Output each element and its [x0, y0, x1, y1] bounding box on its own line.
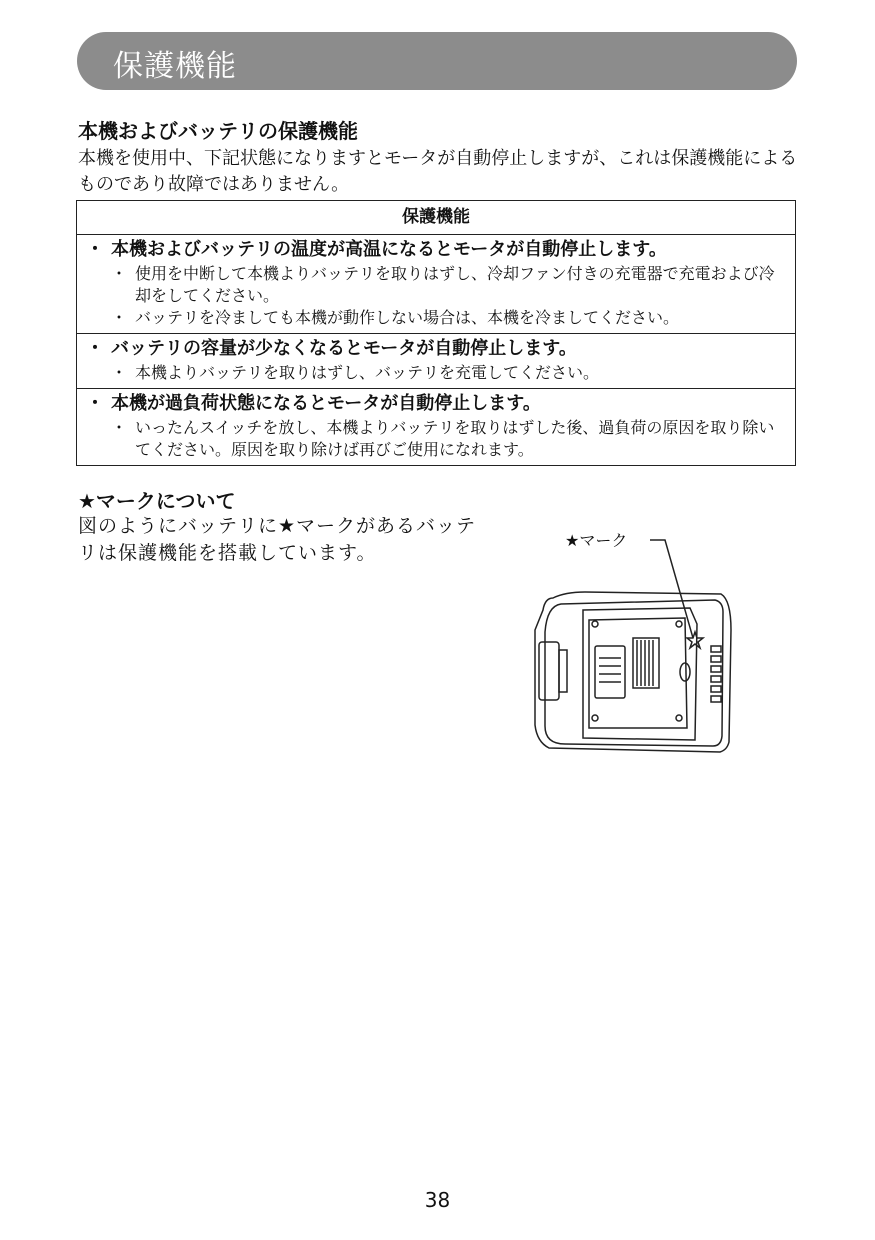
section-heading-protection: 本機およびバッテリの保護機能	[78, 119, 358, 143]
intro-paragraph: 本機を使用中、下記状態になりますとモータが自動停止しますが、これは保護機能によるものであり故障ではありません。	[78, 148, 798, 195]
row-title-text: 本機およびバッテリの温度が高温になるとモータが自動停止します。	[111, 239, 667, 260]
page-number: 38	[424, 1188, 451, 1212]
section-heading-star-mark: ★マークについて	[78, 489, 236, 513]
figure-label: ★マーク	[565, 531, 628, 550]
table-row	[77, 334, 795, 389]
table-row	[77, 235, 795, 334]
sub-bullet: ・	[111, 308, 128, 327]
row-title	[77, 237, 795, 263]
list-item	[77, 417, 795, 461]
list-item-text: バッテリを冷ましても本機が動作しない場合は、本機を冷ましてください。	[135, 308, 680, 327]
sub-bullet: ・	[111, 264, 128, 283]
list-item-text: 使用を中断して本機よりバッテリを取りはずし、冷却ファン付きの充電器で充電および冷却をしてください。	[135, 264, 775, 305]
row-title-text: バッテリの容量が少なくなるとモータが自動停止します。	[111, 338, 577, 359]
page-title: 保護機能	[113, 49, 237, 84]
row-title	[77, 391, 795, 417]
header-bar	[77, 32, 797, 90]
battery-illustration	[525, 520, 755, 760]
sub-list	[77, 362, 795, 384]
protection-table	[76, 200, 796, 466]
star-mark-paragraph: 図のようにバッテリに★マークがあるバッテリは保護機能を搭載しています。	[78, 515, 477, 564]
sub-bullet: ・	[111, 363, 128, 382]
row-title-text: 本機が過負荷状態になるとモータが自動停止します。	[111, 393, 541, 414]
list-item-text: いったんスイッチを放し、本機よりバッテリを取りはずした後、過負荷の原因を取り除いてください。原因を取り除けば再びご使用になれます。	[135, 418, 775, 459]
table-row	[77, 389, 795, 465]
table-header: 保護機能	[77, 201, 795, 235]
list-item	[77, 362, 795, 384]
bullet-dot: ・	[86, 239, 104, 260]
bullet-dot: ・	[86, 393, 104, 414]
bullet-dot: ・	[86, 338, 104, 359]
sub-bullet: ・	[111, 418, 128, 437]
list-item-text: 本機よりバッテリを取りはずし、バッテリを充電してください。	[135, 363, 600, 382]
list-item	[77, 263, 795, 307]
sub-list	[77, 417, 795, 461]
list-item	[77, 307, 795, 329]
row-title	[77, 336, 795, 362]
sub-list	[77, 263, 795, 329]
